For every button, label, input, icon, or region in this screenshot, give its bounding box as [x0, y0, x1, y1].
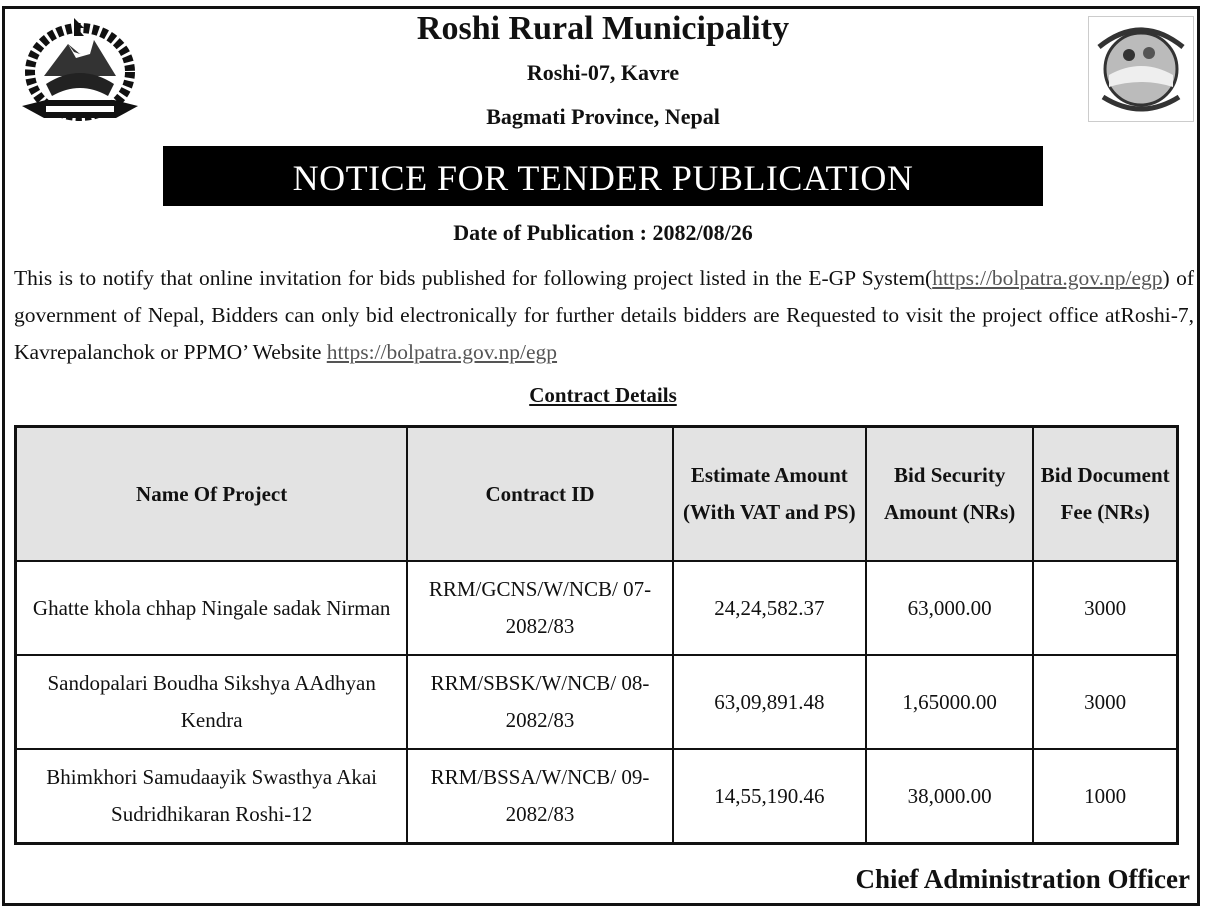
egp-link-1[interactable]: https://bolpatra.gov.np/egp [932, 266, 1163, 290]
cell-doc-fee: 3000 [1033, 655, 1177, 749]
address-line-1: Roshi-07, Kavre [526, 60, 680, 85]
cell-bid-security: 1,65000.00 [866, 655, 1033, 749]
column-header-estimate: Estimate Amount (With VAT and PS) [673, 427, 866, 562]
notice-paragraph [14, 260, 1194, 371]
table-row [16, 749, 1178, 844]
cell-bid-security: 38,000.00 [866, 749, 1033, 844]
publication-date: Date of Publication : 2082/08/26 [453, 220, 753, 245]
notice-banner: NOTICE FOR TENDER PUBLICATION [163, 146, 1043, 206]
cell-contract-id: RRM/BSSA/W/NCB/ 09-2082/83 [407, 749, 672, 844]
cell-project: Ghatte khola chhap Ningale sadak Nirman [16, 561, 408, 655]
signatory: Chief Administration Officer [855, 864, 1190, 894]
cell-contract-id: RRM/SBSK/W/NCB/ 08-2082/83 [407, 655, 672, 749]
egp-link-2[interactable]: https://bolpatra.gov.np/egp [326, 340, 558, 364]
notice-text-part2: ) of government of Nepal, Bidders can only bid electronically for further details bidders are Requested to visit the project office atRoshi-7, Kavrepalanchok or PPMO’ Website [14, 266, 1194, 364]
address-line-2: Bagmati Province, Nepal [486, 104, 720, 129]
table-row [16, 561, 1178, 655]
notice-text-part1: This is to notify that online invitation for bids published for following project listed in the E-GP System( [14, 266, 933, 290]
table-header-row [16, 427, 1178, 562]
organization-title: Roshi Rural Municipality [416, 10, 790, 47]
column-header-contract-id: Contract ID [407, 427, 672, 562]
column-header-doc-fee: Bid Document Fee (NRs) [1033, 427, 1177, 562]
cell-doc-fee: 1000 [1033, 749, 1177, 844]
table-row [16, 655, 1178, 749]
cell-project: Sandopalari Boudha Sikshya AAdhyan Kendra [16, 655, 408, 749]
cell-bid-security: 63,000.00 [866, 561, 1033, 655]
cell-project: Bhimkhori Samudaayik Swasthya Akai Sudridhikaran Roshi-12 [16, 749, 408, 844]
column-header-project: Name Of Project [16, 427, 408, 562]
cell-estimate: 63,09,891.48 [673, 655, 866, 749]
cell-contract-id: RRM/GCNS/W/NCB/ 07-2082/83 [407, 561, 672, 655]
cell-estimate: 14,55,190.46 [673, 749, 866, 844]
cell-doc-fee: 3000 [1033, 561, 1177, 655]
contract-details-table [14, 425, 1179, 845]
cell-estimate: 24,24,582.37 [673, 561, 866, 655]
column-header-bid-security: Bid Security Amount (NRs) [866, 427, 1033, 562]
contract-details-heading: Contract Details [529, 383, 677, 407]
